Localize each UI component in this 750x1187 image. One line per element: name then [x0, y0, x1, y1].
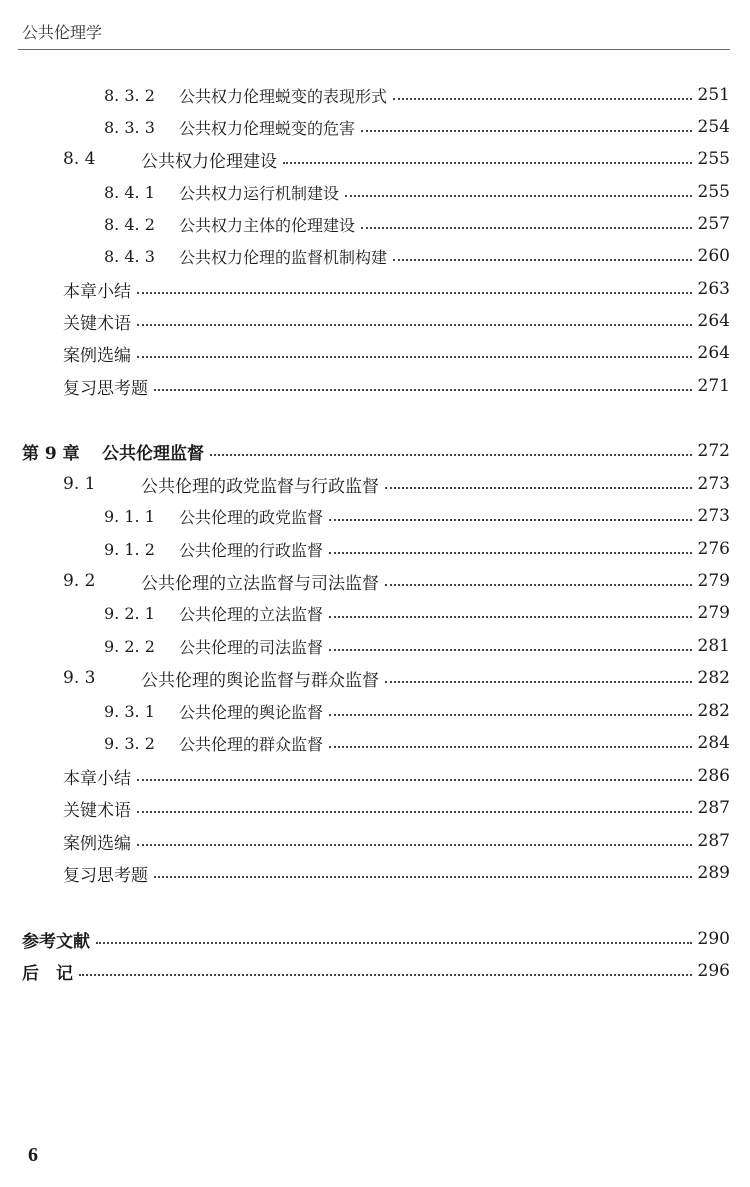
leader-dots	[210, 454, 692, 456]
toc-entry[interactable]	[63, 793, 730, 823]
leader-dots	[79, 974, 692, 976]
page-number: 264	[697, 343, 730, 363]
toc-chapter[interactable]	[22, 436, 730, 466]
toc-entry[interactable]	[63, 469, 730, 499]
page-number: 255	[697, 149, 730, 169]
leader-dots	[345, 195, 692, 197]
leader-dots	[137, 844, 692, 846]
toc-entry[interactable]	[104, 241, 730, 271]
toc-entry-references[interactable]	[22, 924, 730, 954]
page-number: 289	[697, 863, 730, 883]
section-number: 9. 3	[63, 668, 96, 688]
section-title: 公共伦理的政党监督与行政监督	[141, 476, 379, 497]
section-title: 公共权力伦理建设	[141, 151, 277, 172]
section-title: 案例选编	[63, 833, 131, 854]
section-number: 8. 4. 3	[104, 246, 155, 266]
section-number: 9. 3. 1	[104, 701, 155, 721]
section-title: 参考文献	[22, 931, 90, 952]
page-number: 264	[697, 311, 730, 331]
page-number: 260	[697, 246, 730, 266]
page-number: 284	[697, 733, 730, 753]
leader-dots	[154, 876, 692, 878]
toc-entry[interactable]	[63, 858, 730, 888]
toc-entry[interactable]	[104, 209, 730, 239]
section-title: 关键术语	[63, 313, 131, 334]
page-number: 282	[697, 668, 730, 688]
section-title: 公共伦理的政党监督	[179, 507, 324, 527]
toc-entry[interactable]	[104, 177, 730, 207]
leader-dots	[385, 584, 692, 586]
leader-dots	[154, 389, 692, 391]
leader-dots	[361, 227, 692, 229]
toc-entry[interactable]	[63, 566, 730, 596]
leader-dots	[137, 779, 692, 781]
toc-entry[interactable]	[63, 274, 730, 304]
leader-dots	[96, 942, 692, 944]
leader-dots	[329, 616, 692, 618]
section-title: 复习思考题	[63, 378, 148, 399]
header-rule	[18, 49, 730, 50]
leader-dots	[393, 259, 692, 261]
running-header: 公共伦理学	[22, 23, 103, 42]
leader-dots	[329, 649, 692, 651]
toc-entry[interactable]	[63, 663, 730, 693]
leader-dots	[385, 487, 692, 489]
leader-dots	[329, 714, 692, 716]
leader-dots	[361, 130, 692, 132]
section-number: 8. 3. 2	[104, 85, 155, 105]
chapter-title: 公共伦理监督	[102, 443, 204, 464]
toc-entry[interactable]	[63, 761, 730, 791]
page-number: 257	[697, 214, 730, 234]
section-number: 9. 1	[63, 474, 96, 494]
leader-dots	[137, 811, 692, 813]
section-title: 公共权力主体的伦理建设	[179, 215, 356, 235]
section-title: 公共伦理的群众监督	[179, 734, 324, 754]
page-number: 290	[697, 929, 730, 949]
section-title: 公共伦理的立法监督与司法监督	[141, 573, 379, 594]
page-number: 282	[697, 701, 730, 721]
page-number: 263	[697, 279, 730, 299]
toc-entry[interactable]	[104, 534, 730, 564]
section-number: 9. 2. 2	[104, 636, 155, 656]
page-number: 281	[697, 636, 730, 656]
page-number: 251	[697, 85, 730, 105]
leader-dots	[137, 292, 692, 294]
leader-dots	[329, 746, 692, 748]
section-number: 8. 4. 1	[104, 182, 155, 202]
leader-dots	[283, 162, 692, 164]
section-number: 9. 1. 2	[104, 539, 155, 559]
section-number: 8. 4	[63, 149, 96, 169]
page-number: 271	[697, 376, 730, 396]
toc-entry[interactable]	[104, 112, 730, 142]
section-title: 本章小结	[63, 768, 131, 789]
section-number: 8. 3. 3	[104, 117, 155, 137]
toc-entry[interactable]	[63, 306, 730, 336]
section-title: 公共权力伦理蜕变的危害	[179, 118, 356, 138]
toc-entry[interactable]	[104, 728, 730, 758]
page-number: 279	[697, 603, 730, 623]
section-number: 9. 1. 1	[104, 506, 155, 526]
section-title: 公共伦理的舆论监督	[179, 702, 324, 722]
page-number: 296	[697, 961, 730, 981]
page-number: 273	[697, 474, 730, 494]
section-number: 8. 4. 2	[104, 214, 155, 234]
section-title: 后 记	[22, 963, 73, 984]
section-title: 本章小结	[63, 281, 131, 302]
section-title: 公共伦理的立法监督	[179, 604, 324, 624]
section-title: 案例选编	[63, 345, 131, 366]
section-title: 复习思考题	[63, 865, 148, 886]
section-title: 公共权力伦理蜕变的表现形式	[179, 86, 388, 106]
page-folio: 6	[28, 1144, 38, 1166]
toc-entry[interactable]	[63, 144, 730, 174]
section-number: 9. 2. 1	[104, 603, 155, 623]
section-title: 公共伦理的行政监督	[179, 540, 324, 560]
section-title: 关键术语	[63, 800, 131, 821]
toc-entry[interactable]	[104, 631, 730, 661]
page-number: 255	[697, 182, 730, 202]
toc-entry[interactable]	[104, 80, 730, 110]
toc-entry[interactable]	[63, 338, 730, 368]
section-title: 公共伦理的舆论监督与群众监督	[141, 670, 379, 691]
leader-dots	[137, 324, 692, 326]
section-title: 公共伦理的司法监督	[179, 637, 324, 657]
leader-dots	[393, 98, 692, 100]
page-number: 286	[697, 766, 730, 786]
section-number: 9. 3. 2	[104, 733, 155, 753]
toc-entry[interactable]	[104, 696, 730, 726]
toc-entry[interactable]	[63, 371, 730, 401]
toc-entry-afterword[interactable]	[22, 956, 730, 986]
section-title: 公共权力伦理的监督机制构建	[179, 247, 388, 267]
chapter-number: 第 9 章	[22, 443, 80, 464]
page-number: 279	[697, 571, 730, 591]
toc-entry[interactable]	[104, 598, 730, 628]
page-number: 273	[697, 506, 730, 526]
page-number: 272	[697, 441, 730, 461]
page-number: 254	[697, 117, 730, 137]
leader-dots	[329, 552, 692, 554]
page-number: 287	[697, 831, 730, 851]
toc-entry[interactable]	[63, 826, 730, 856]
leader-dots	[137, 356, 692, 358]
page-number: 287	[697, 798, 730, 818]
section-title: 公共权力运行机制建设	[179, 183, 340, 203]
page-number: 276	[697, 539, 730, 559]
section-number: 9. 2	[63, 571, 96, 591]
leader-dots	[329, 519, 692, 521]
toc-entry[interactable]	[104, 501, 730, 531]
leader-dots	[385, 681, 692, 683]
